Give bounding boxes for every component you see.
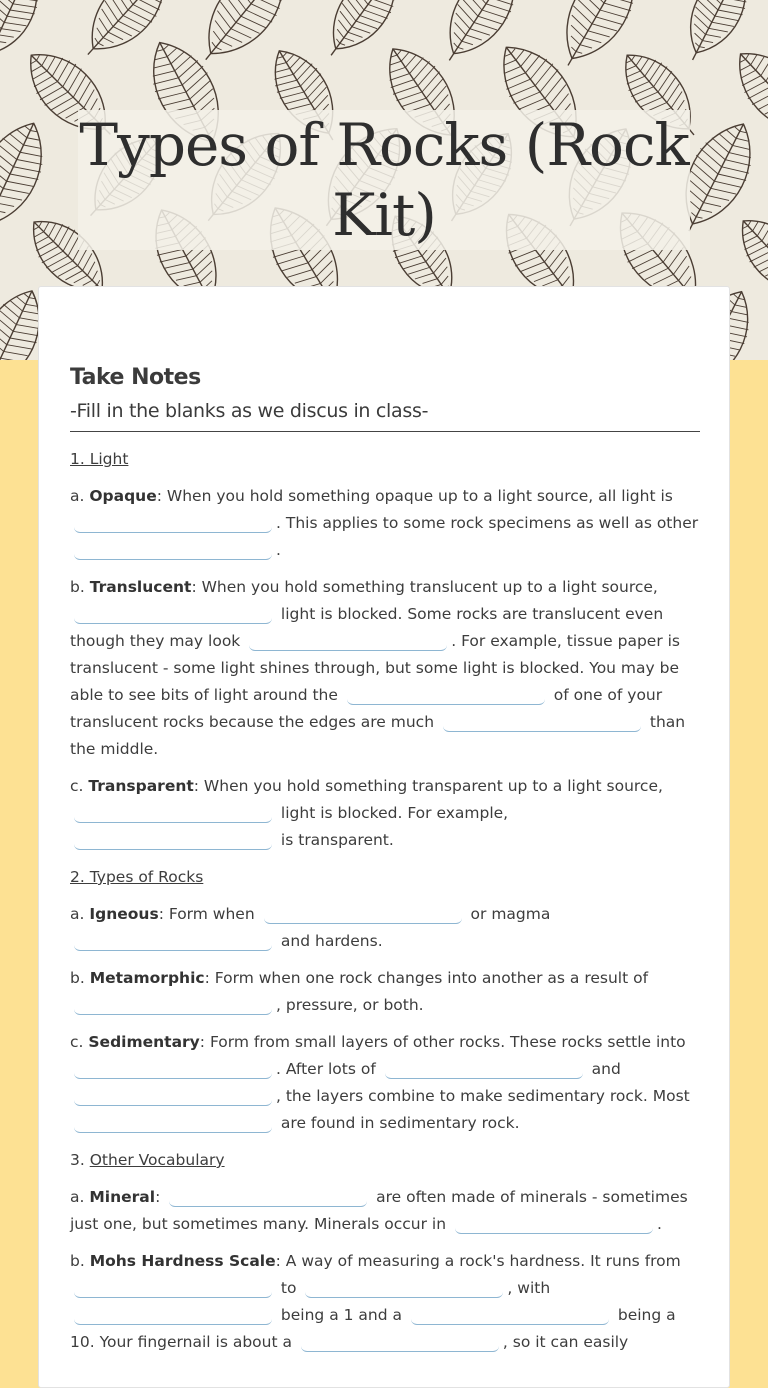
- blank-input[interactable]: [74, 513, 272, 533]
- blank-input[interactable]: [455, 1214, 653, 1234]
- blank-input[interactable]: [169, 1187, 367, 1207]
- page-title: Types of Rocks (Rock Kit): [78, 110, 690, 250]
- blank-input[interactable]: [411, 1305, 609, 1325]
- blank-input[interactable]: [74, 803, 272, 823]
- feather-icon: [428, 0, 533, 74]
- blank-input[interactable]: [74, 1305, 272, 1325]
- section-light-heading: 1. Light: [70, 446, 700, 473]
- blank-input[interactable]: [74, 995, 272, 1015]
- feather-icon: [0, 111, 59, 243]
- feather-icon: [312, 0, 412, 69]
- feather-icon: [544, 0, 652, 79]
- feather-icon: [722, 36, 768, 153]
- blank-input[interactable]: [305, 1278, 503, 1298]
- mineral-item: a. Mineral: are often made of minerals - sometimes just one, but sometimes many. Minerals occur in .: [70, 1184, 700, 1238]
- worksheet-content: [70, 365, 700, 1366]
- blank-input[interactable]: [249, 631, 447, 651]
- blank-input[interactable]: [74, 540, 272, 560]
- blank-input[interactable]: [74, 931, 272, 951]
- igneous-item: a. Igneous: Form when or magma and hardens.: [70, 901, 700, 955]
- transparent-item: c. Transparent: When you hold something transparent up to a light source, light is blocked. For example, is transparent.: [70, 773, 700, 854]
- opaque-item: a. Opaque: When you hold something opaque up to a light source, all light is . This applies to some rock specimens as well as other .: [70, 483, 700, 564]
- blank-input[interactable]: [264, 904, 462, 924]
- blank-input[interactable]: [74, 1059, 272, 1079]
- feather-icon: [726, 205, 768, 314]
- blank-input[interactable]: [74, 604, 272, 624]
- metamorphic-item: b. Metamorphic: Form when one rock changes into another as a result of , pressure, or both.: [70, 965, 700, 1019]
- worksheet-card: [38, 286, 730, 1388]
- blank-input[interactable]: [301, 1332, 499, 1352]
- blank-input[interactable]: [74, 830, 272, 850]
- blank-input[interactable]: [74, 1086, 272, 1106]
- blank-input[interactable]: [443, 712, 641, 732]
- section-types-heading: 2. Types of Rocks: [70, 864, 700, 891]
- blank-input[interactable]: [347, 685, 545, 705]
- feather-icon: [69, 0, 183, 72]
- take-notes-heading: Take Notes: [70, 365, 700, 390]
- blank-input[interactable]: [74, 1278, 272, 1298]
- feather-icon: [671, 0, 761, 71]
- translucent-item: b. Translucent: When you hold something translucent up to a light source, light is blocked. Some rocks are translucent even though they may look . For example, tissue paper is translucent - some light shines through, but some light is blocked. You may be able to see bits of light around the of one of your translucent rocks because the edges are much than the middle.: [70, 574, 700, 763]
- blank-input[interactable]: [74, 1113, 272, 1133]
- mohs-item: b. Mohs Hardness Scale: A way of measuring a rock's hardness. It runs from to , with being a 1 and a being a 10. Your fingernail is about a , so it can easily: [70, 1248, 700, 1356]
- feather-icon: [0, 0, 52, 71]
- title-box: [78, 110, 690, 250]
- section-vocab-heading: 3. Other Vocabulary: [70, 1147, 700, 1174]
- sedimentary-item: c. Sedimentary: Form from small layers of other rocks. These rocks settle into . After lots of and , the layers combine to make sedimentary rock. Most are found in sedimentary rock.: [70, 1029, 700, 1137]
- instructions-subtitle: -Fill in the blanks as we discus in class-: [70, 400, 700, 432]
- blank-input[interactable]: [385, 1059, 583, 1079]
- feather-icon: [184, 0, 303, 77]
